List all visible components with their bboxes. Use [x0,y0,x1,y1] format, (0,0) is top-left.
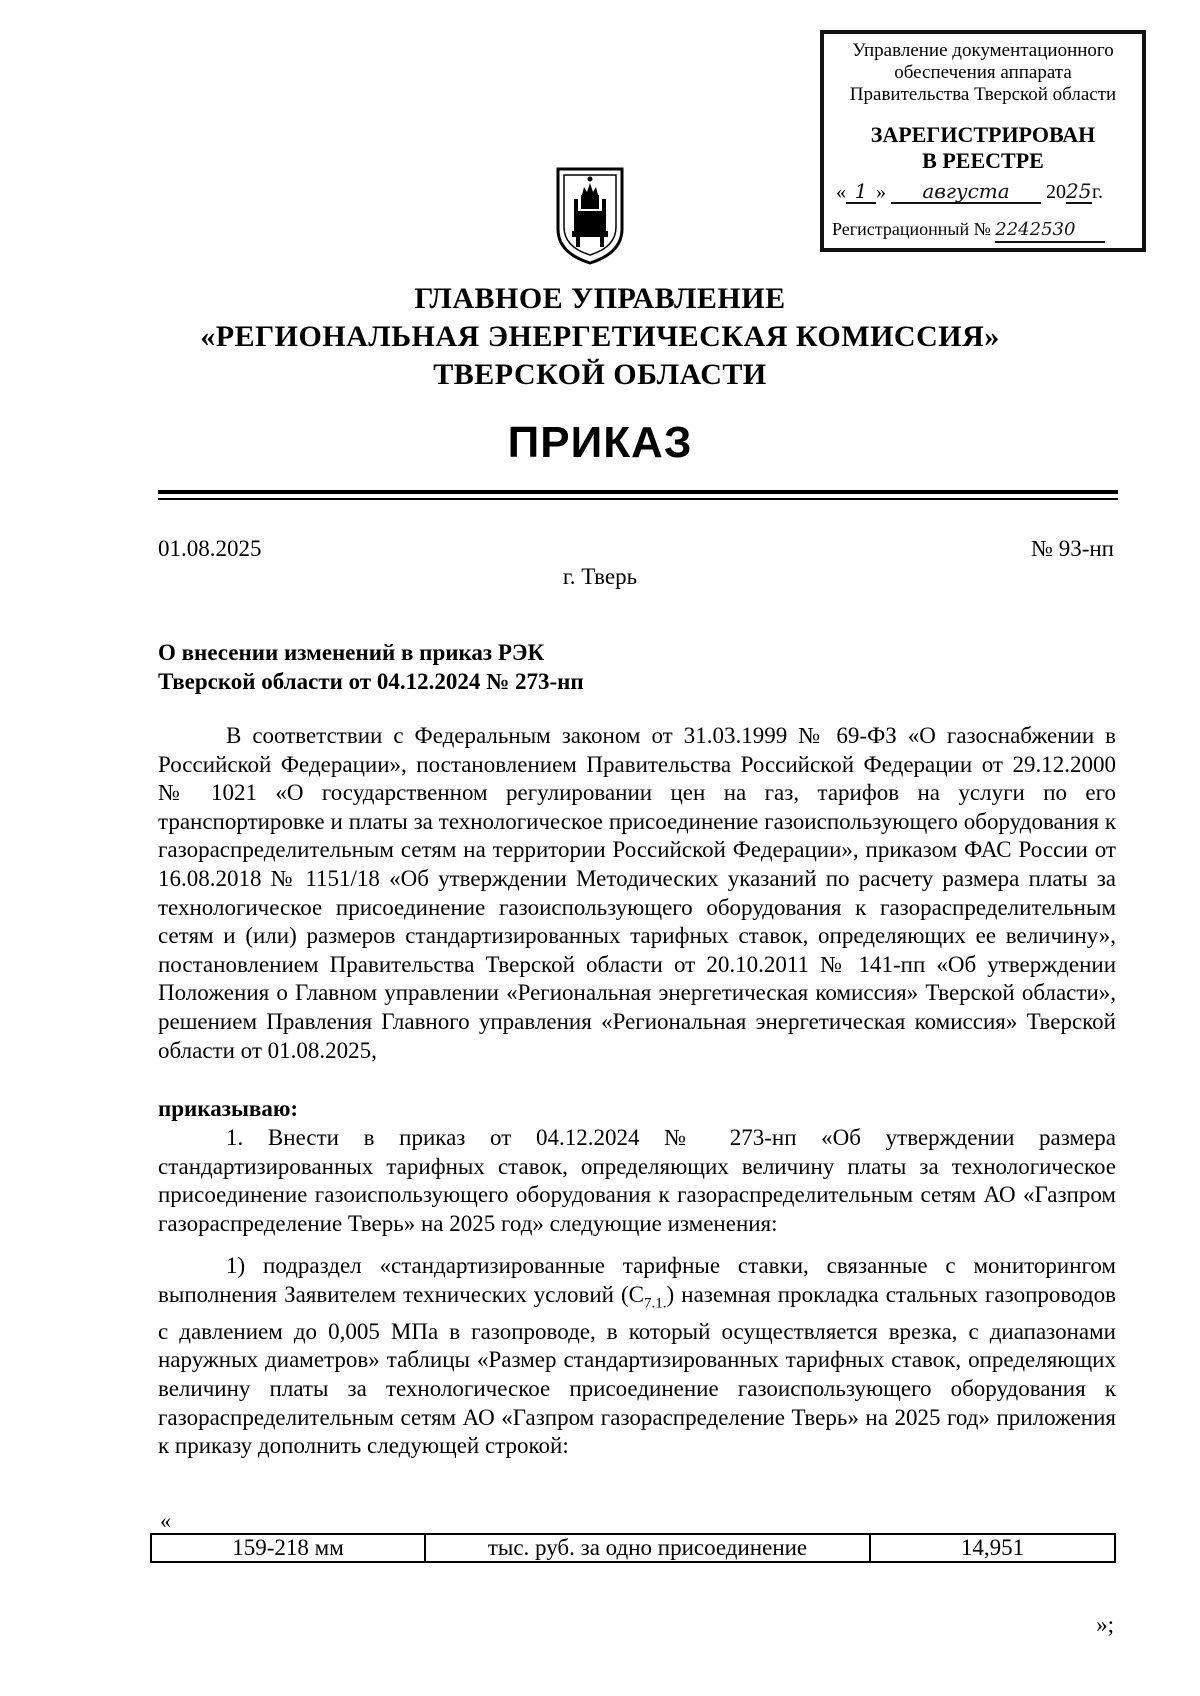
stamp-org-line: обеспечения аппарата [894,62,1072,83]
document-city: г. Тверь [562,564,638,589]
stamp-registered-line: В РЕЕСТРЕ [922,148,1044,173]
stamp-number-line [832,218,1134,243]
document-number: № 93-нп [1031,536,1114,561]
stamp-date: « 1 » августа 2025г. [836,179,1103,203]
stamp-day: 1 [846,180,876,204]
org-name-line: ТВЕРСКОЙ ОБЛАСТИ [433,358,767,391]
document-type: ПРИКАЗ [507,418,693,467]
header-rule-thin [158,498,1118,500]
tariff-table [150,1533,1116,1563]
order-word: приказываю: [158,1096,299,1121]
subitem-1-text: 1) подраздел «стандартизированные тарифные ставки, связанные с мониторингом выполнения Заявителем технических условий (С [158,1253,1116,1307]
stamp-org-line: Правительства Тверской области [849,84,1117,105]
preamble-paragraph: В соответствии с Федеральным законом от 31.03.1999 № 69-ФЗ «О газоснабжении в Российской Федерации», постановлением Правительства Российской Федерации от 29.12.2000 № 1021 «О государственном регулировании цен на газ, тарифов на услуги по его транспортировке и платы за технологическое присоединение газоиспользующего оборудования к газораспределительным сетям на территории Российской Федерации», приказом ФАС России от 16.08.2018 № 1151/18 «Об утверждении Методических указаний по расчету размера платы за технологическое присоединение газоиспользующего оборудования к газораспределительным сетям и (или) размеров стандартизированных тарифных ставок, определяющих ее величину», постановлением Правительства Тверской области от 20.10.2011 № 141-пп «Об утверждении Положения о Главном управлении «Региональная энергетическая комиссия» Тверской области», решением Правления Главного управления «Региональная энергетическая комиссия» Тверской области от 01.08.2025, [158,723,1116,1063]
open-quote: « [160,1508,171,1533]
subject-line: Тверской области от 04.12.2024 № 273-нп [158,669,584,694]
stamp-month: августа [891,180,1041,204]
stamp-registered [824,122,1142,174]
subitem-1-subscript: 7.1. [644,1295,667,1312]
coat-of-arms-icon [554,165,626,265]
close-quote: »; [1096,1612,1114,1637]
stamp-number: 2242530 [995,219,1105,243]
stamp-year-prefix: 20 [1046,181,1066,203]
subitem-1-text: ) наземная прокладка стальных газопроводов с давлением до 0,005 МПа в газопроводе, в который осуществляется врезка, с диапазонами наружных диаметров» таблицы «Размер стандартизированных тарифных ставок, определяющих величину платы за технологическое присоединение газоиспользующего оборудования к газораспределительным сетям АО «Газпром газораспределение Тверь» на 2025 год» приложения к приказу дополнить следующей строкой: [158,1281,1116,1459]
org-name-line: ГЛАВНОЕ УПРАВЛЕНИЕ [414,282,786,315]
header-rule-thick [158,490,1118,494]
stamp-year-suffix: 25 [1066,179,1092,203]
org-name-line: «РЕГИОНАЛЬНАЯ ЭНЕРГЕТИЧЕСКАЯ КОМИССИЯ» [200,320,1000,353]
stamp-number-label: Регистрационный № [832,219,991,239]
stamp-registered-line: ЗАРЕГИСТРИРОВАН [870,122,1096,147]
registration-stamp [820,30,1146,252]
subitem-1-paragraph [158,1252,1116,1461]
table-cell-value: 14,951 [870,1534,1115,1562]
table-row [151,1534,1115,1562]
table-cell-diameter: 159-218 мм [151,1534,425,1562]
table-cell-unit: тыс. руб. за одно присоединение [425,1534,870,1562]
document-date: 01.08.2025 [158,536,262,561]
subject-line: О внесении изменений в приказ РЭК [158,640,545,665]
document-subject [158,638,678,696]
stamp-org-line: Управление документационного [852,40,1114,61]
item-1-paragraph: 1. Внести в приказ от 04.12.2024 № 273-нп «Об утверждении размера стандартизированных тарифных ставок, определяющих величину платы за технологическое присоединение газоиспользующего оборудования к газораспределительным сетям АО «Газпром газораспределение Тверь» на 2025 год» следующие изменения: [158,1125,1116,1236]
stamp-year-unit: г. [1092,181,1103,203]
stamp-organization [830,40,1136,106]
